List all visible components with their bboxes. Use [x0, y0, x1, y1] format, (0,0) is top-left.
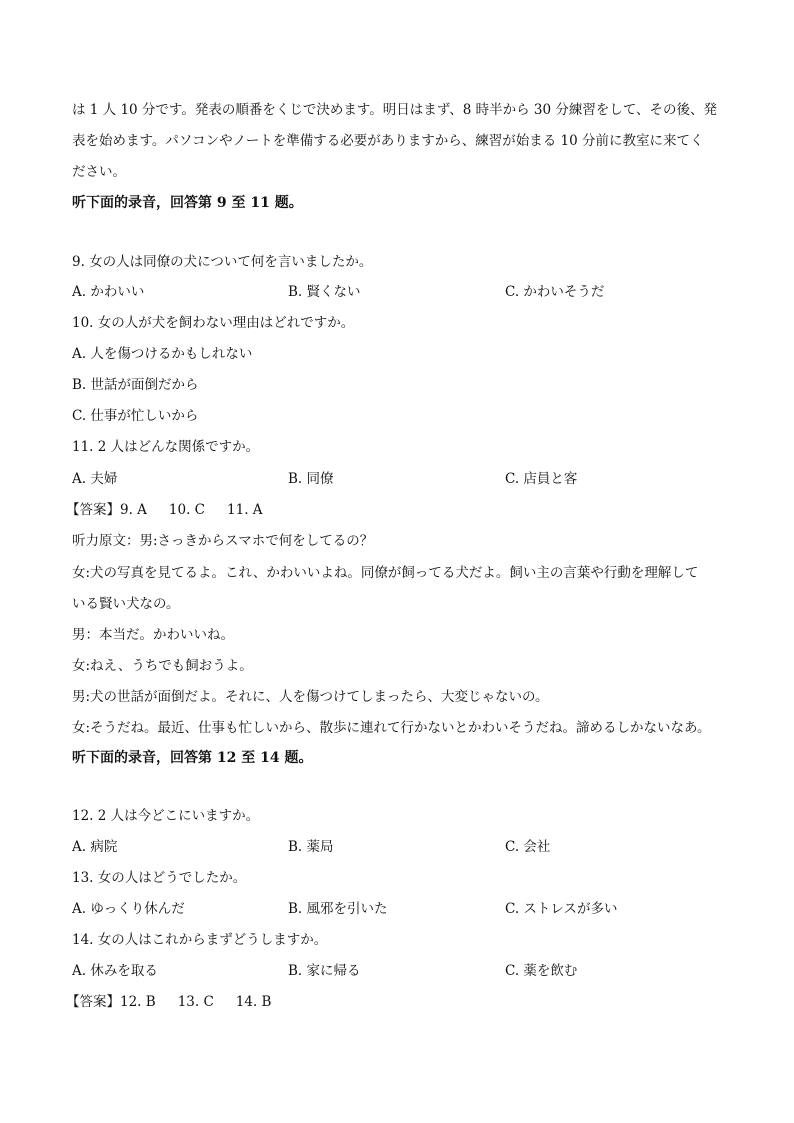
answer-label: 【答案】 [66, 502, 120, 518]
q11-option-a: A. 夫婦 [72, 471, 118, 487]
q10-option-a: A. 人を傷つけるかもしれない [72, 346, 253, 362]
transcript-line-4: 男：本当だ。かわいいね。 [72, 627, 234, 643]
answer-10: 10. C [168, 502, 206, 518]
transcript-line-5: 女:ねえ、うちでも飼おうよ。 [72, 658, 253, 674]
q14-option-a: A. 休みを取る [72, 963, 158, 979]
answer-12: 12. B [120, 994, 156, 1010]
answer-label: 【答案】 [66, 994, 120, 1010]
intro-line-2: 表を始めます。パソコンやノートを準備する必要がありますから、練習が始まる 10 分前に教室に来てく [72, 133, 704, 149]
q12-option-a: A. 病院 [72, 839, 118, 855]
answer-11: 11. A [227, 502, 263, 518]
transcript-line-6: 男:犬の世話が面倒だよ。それに、人を傷つけてしまったら、大変じゃないの。 [72, 689, 549, 705]
question-10: 10. 女の人が犬を飼わない理由はどれですか。 [72, 315, 355, 331]
q9-option-a: A. かわいい [72, 284, 145, 300]
transcript-line-3: いる賢い犬なの。 [72, 596, 180, 612]
section-heading-9-11: 听下面的录音，回答第 9 至 11 题。 [72, 195, 303, 211]
q13-option-c: C. ストレスが多い [505, 901, 618, 917]
q11-option-b: B. 同僚 [288, 471, 334, 487]
answer-line-12-14 [66, 992, 271, 1012]
question-11: 11. 2 人はどんな関係ですか。 [72, 439, 260, 455]
question-14: 14. 女の人はこれからまずどうしますか。 [72, 932, 328, 948]
question-12: 12. 2 人は今どこにいますか。 [72, 808, 260, 824]
transcript-line-2: 女:犬の写真を見てるよ。これ、かわいいよね。同僚が飼ってる犬だよ。飼い主の言葉や行動を理解して [72, 565, 699, 581]
intro-line-1: は 1 人 10 分です。発表の順番をくじで決めます。明日はまず、8 時半から 30 分練習をして、その後、発 [72, 102, 718, 118]
answer-14: 14. B [235, 994, 272, 1010]
q13-option-b: B. 風邪を引いた [288, 901, 388, 917]
q13-option-a: A. ゆっくり休んだ [72, 901, 185, 917]
q11-option-c: C. 店員と客 [505, 471, 578, 487]
transcript-line-1: 听力原文：男:さっきからスマホで何をしてるの？ [72, 533, 374, 549]
q12-option-c: C. 会社 [505, 839, 551, 855]
section-heading-12-14: 听下面的录音，回答第 12 至 14 题。 [72, 750, 313, 766]
answer-9: 9. A [120, 502, 147, 518]
transcript-line-7: 女:そうだね。最近、仕事も忙しいから、散歩に連れて行かないとかわいそうだね。諦めるしかないなあ。 [72, 720, 711, 736]
q14-option-b: B. 家に帰る [288, 963, 361, 979]
answer-line-9-11 [66, 500, 263, 520]
q10-option-b: B. 世話が面倒だから [72, 377, 199, 393]
intro-line-3: ださい。 [72, 164, 126, 180]
q12-option-b: B. 薬局 [288, 839, 334, 855]
q14-option-c: C. 薬を飲む [505, 963, 578, 979]
question-13: 13. 女の人はどうでしたか。 [72, 870, 247, 886]
answer-13: 13. C [177, 994, 214, 1010]
question-9: 9. 女の人は同僚の犬について何を言いましたか。 [72, 254, 373, 270]
q10-option-c: C. 仕事が忙しいから [72, 408, 199, 424]
q9-option-c: C. かわいそうだ [505, 284, 605, 300]
q9-option-b: B. 賢くない [288, 284, 361, 300]
